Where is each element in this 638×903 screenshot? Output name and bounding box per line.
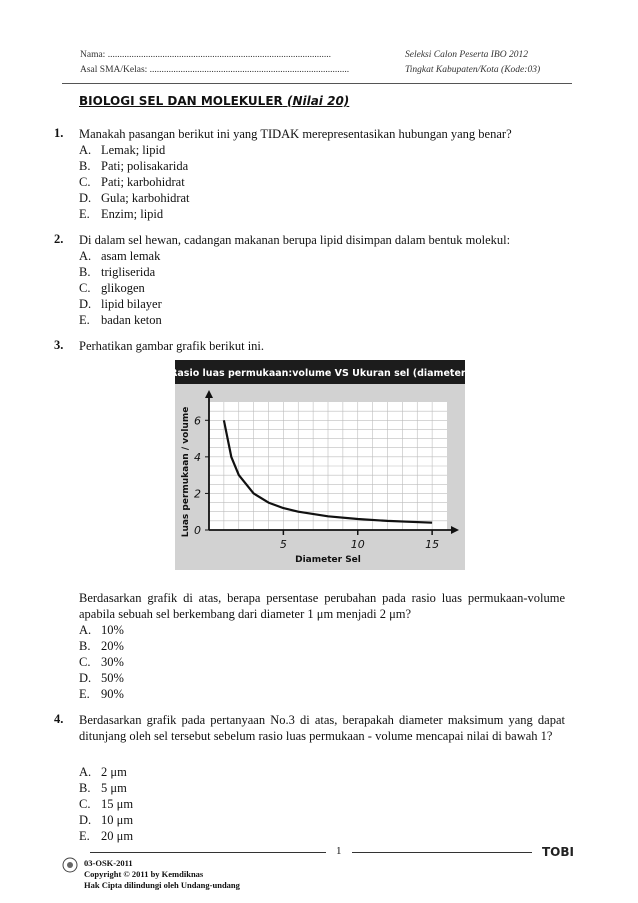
chart-y-label: Luas permukaan / volume — [181, 406, 191, 538]
option-a[interactable]: A. Lemak; lipid — [79, 143, 166, 157]
option-e[interactable]: E. 20 μm — [79, 829, 134, 843]
chart-y-tick-label: 6 — [194, 414, 201, 428]
option-b[interactable]: B. Pati; polisakarida — [79, 159, 189, 173]
school-field-line: Asal SMA/Kelas: .................................................................................... — [80, 65, 350, 75]
footer-divider-left — [90, 852, 326, 853]
option-c[interactable]: C. 30% — [79, 655, 124, 669]
tobi-logo-text: TOBI — [542, 845, 574, 859]
question-number: 1. — [54, 126, 64, 140]
option-b[interactable]: B. 20% — [79, 639, 124, 653]
exam-level: Tingkat Kabupaten/Kota (Kode:03) — [405, 65, 541, 75]
option-d[interactable]: D. Gula; karbohidrat — [79, 191, 190, 205]
option-c[interactable]: C. glikogen — [79, 281, 145, 295]
option-c[interactable]: C. Pati; karbohidrat — [79, 175, 185, 189]
footer-code: 03-OSK-2011 — [84, 858, 133, 868]
option-d[interactable]: D. 10 μm — [79, 813, 134, 827]
option-a[interactable]: A. 10% — [79, 623, 124, 637]
chart-svg — [175, 360, 465, 570]
question-number: 3. — [54, 338, 64, 352]
question-number: 4. — [54, 712, 64, 726]
page-number: 1 — [336, 845, 342, 857]
option-e[interactable]: E. 90% — [79, 687, 124, 701]
option-a[interactable]: A. 2 μm — [79, 765, 127, 779]
chart-x-label: Diameter Sel — [295, 555, 361, 565]
chart-x-tick-label: 10 — [350, 538, 365, 551]
option-d[interactable]: D. lipid bilayer — [79, 297, 162, 311]
option-e[interactable]: E. Enzim; lipid — [79, 207, 164, 221]
option-d[interactable]: D. 50% — [79, 671, 124, 685]
kemdiknas-logo-icon — [62, 857, 78, 873]
question-text: Berdasarkan grafik pada pertanyaan No.3 di atas, berapakah diameter maksimum yang dapat ditunjang oleh sel tersebut sebelum rasio luas permukaan - volume mencapai nilai di bawah 1? — [79, 713, 565, 743]
question-number: 2. — [54, 232, 64, 246]
event-title: Seleksi Calon Peserta IBO 2012 — [405, 50, 528, 60]
chart-y-tick-label: 4 — [194, 450, 201, 464]
name-field-line: Nama: .............................................................................................. — [80, 50, 331, 60]
chart-y-tick-label: 0 — [194, 524, 201, 537]
footer-divider-right — [352, 852, 532, 853]
question-followup: Berdasarkan grafik di atas, berapa persentase perubahan pada rasio luas permukaan-volume apabila sebuah sel berkembang dari diameter 1 μm menjadi 2 μm? — [79, 591, 565, 621]
footer-rights: Hak Cipta dilindungi oleh Undang-undang — [84, 880, 240, 890]
header-divider — [62, 83, 572, 84]
option-a[interactable]: A. asam lemak — [79, 249, 161, 263]
chart-x-tick-label: 15 — [425, 538, 440, 551]
question-text: Di dalam sel hewan, cadangan makanan berupa lipid disimpan dalam bentuk molekul: — [79, 233, 511, 247]
section-title-text: BIOLOGI SEL DAN MOLEKULER — [79, 94, 283, 108]
chart-figure — [175, 360, 465, 570]
question-text: Manakah pasangan berikut ini yang TIDAK merepresentasikan hubungan yang benar? — [79, 127, 512, 141]
section-title — [79, 94, 349, 108]
option-e[interactable]: E. badan keton — [79, 313, 162, 327]
chart-x-tick-label: 5 — [279, 538, 287, 551]
option-b[interactable]: B. 5 μm — [79, 781, 127, 795]
option-c[interactable]: C. 15 μm — [79, 797, 134, 811]
footer-copyright: Copyright © 2011 by Kemdiknas — [84, 869, 204, 879]
chart-y-tick-label: 2 — [194, 487, 201, 501]
section-score: (Nilai 20) — [286, 94, 350, 108]
tobi-logo — [540, 842, 574, 860]
option-b[interactable]: B. trigliserida — [79, 265, 156, 279]
question-text: Perhatikan gambar grafik berikut ini. — [79, 339, 265, 353]
chart-title: Rasio luas permukaan:volume VS Ukuran sel (diameter) — [175, 368, 465, 379]
